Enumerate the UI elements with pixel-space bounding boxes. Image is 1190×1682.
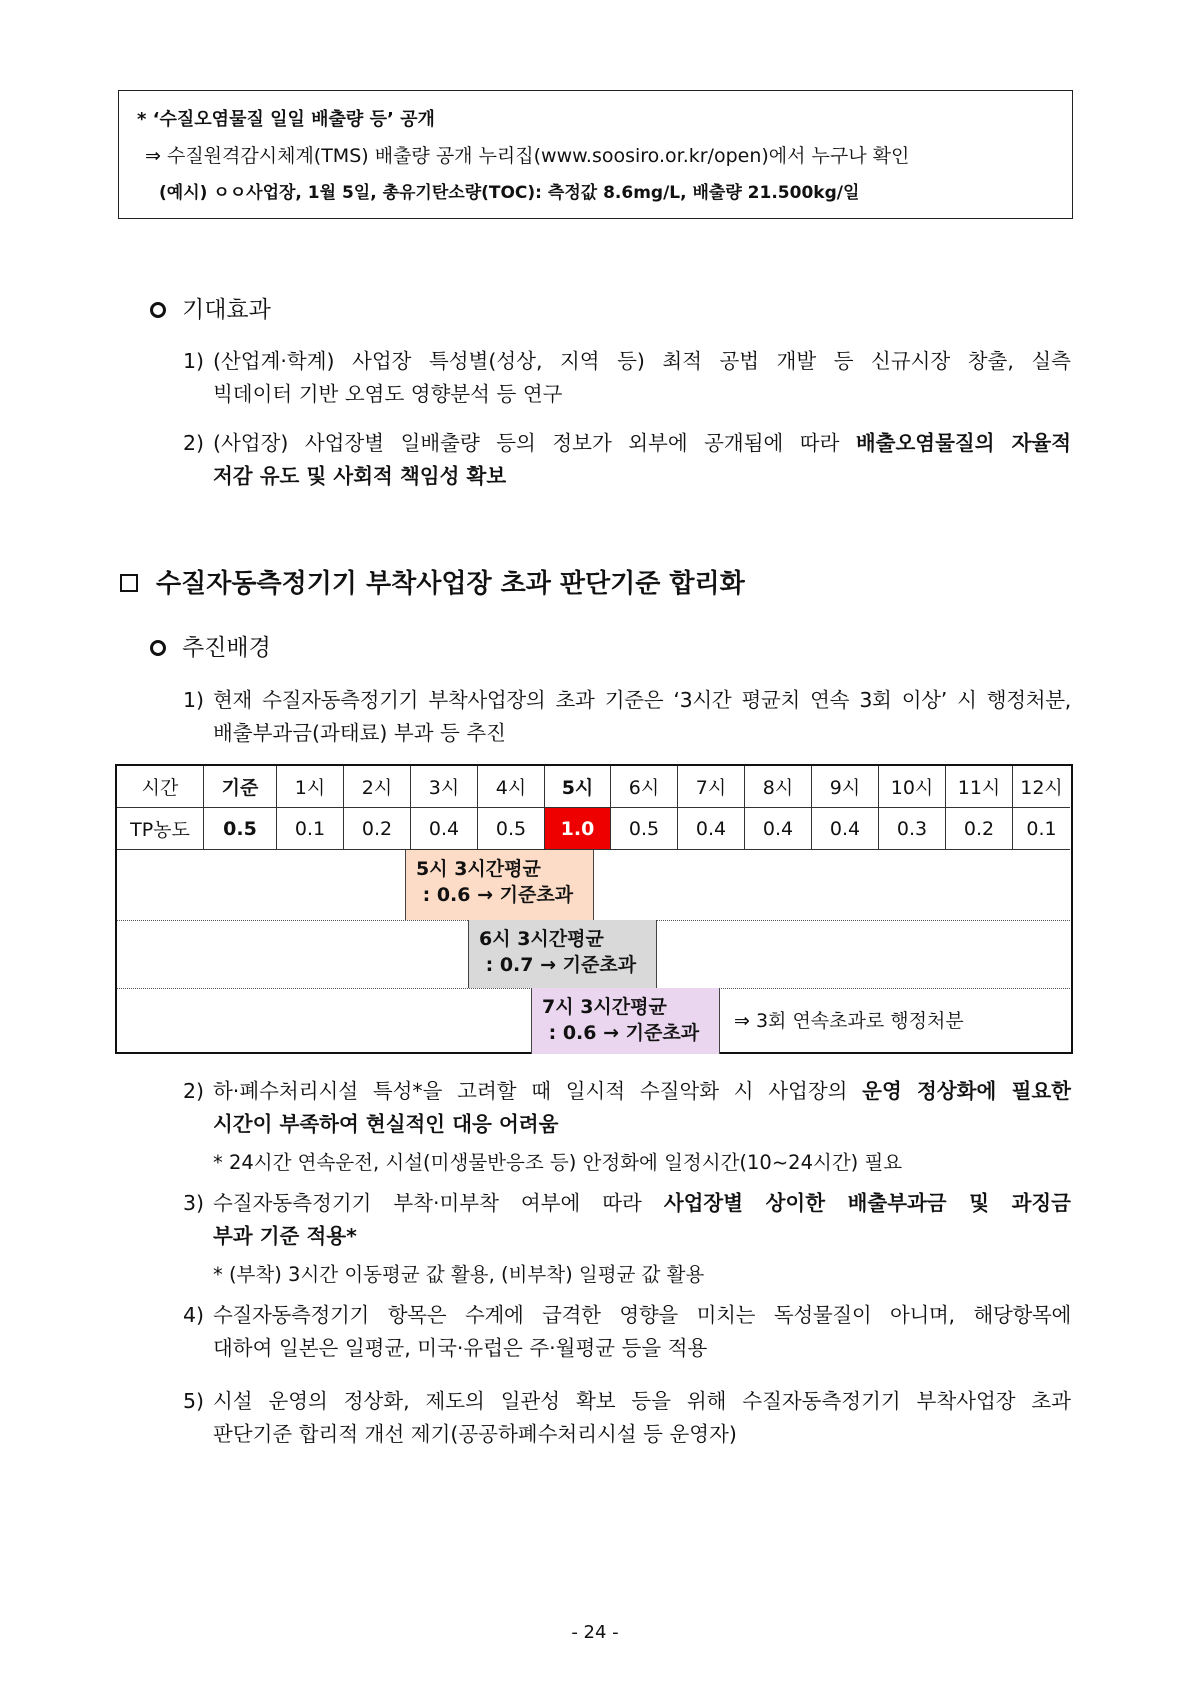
item-number: 3) <box>183 1191 205 1215</box>
item-number: 1) <box>183 349 205 373</box>
background-item-1-line-2: 배출부과금(과태료) 부과 등 추진 <box>213 721 506 745</box>
effects-heading-text: 기대효과 <box>182 297 271 323</box>
table-value-cell: 0.2 <box>946 808 1013 850</box>
avg-box-result: : 0.7 → 기준초과 <box>479 954 637 976</box>
table-header-cell: 9시 <box>812 766 879 808</box>
avg-box-7h <box>531 988 720 1054</box>
table-header-cell: 2시 <box>344 766 411 808</box>
bold-text: 시간이 부족하여 현실적인 대응 어려움 <box>213 1112 559 1136</box>
background-item-4-line-1: 수질자동측정기기 항목은 수계에 급격한 영향을 미치는 독성물질이 아니며, 해당항목에 <box>213 1303 1071 1327</box>
bold-text: 배출오염물질의 자율적 <box>855 431 1071 455</box>
background-item-3 <box>183 1187 1073 1257</box>
avg-box-title: 7시 3시간평균 <box>542 996 667 1018</box>
table-header-cell: 1시 <box>277 766 344 808</box>
notice-title: * ‘수질오염물질 일일 배출량 등’ 공개 <box>137 109 435 130</box>
item-number: 1) <box>183 688 205 712</box>
effects-item-2-line-2 <box>213 460 1071 493</box>
table-header-cell: 3시 <box>411 766 478 808</box>
background-item-3-note: * (부착) 3시간 이동평균 값 활용, (비부착) 일평균 값 활용 <box>213 1263 705 1286</box>
background-item-2 <box>183 1075 1073 1145</box>
table-header-cell: 11시 <box>946 766 1013 808</box>
effects-heading <box>150 291 271 324</box>
bold-text: 저감 유도 및 사회적 책임성 확보 <box>213 464 507 488</box>
item-number: 4) <box>183 1303 205 1327</box>
effects-item-2 <box>183 427 1073 497</box>
table-header-cell: 12시 <box>1013 766 1070 808</box>
square-bullet-icon <box>120 574 138 592</box>
avg-box-title: 6시 3시간평균 <box>479 928 604 950</box>
table-header-cell: 기준 <box>204 766 277 808</box>
section-title <box>120 563 745 600</box>
background-item-3-line-2 <box>213 1220 1071 1253</box>
effects-item-1 <box>183 345 1073 415</box>
notice-line-1: ⇒ 수질원격감시체계(TMS) 배출량 공개 누리집(www.soosiro.or.kr/open)에서 누구나 확인 <box>145 145 910 167</box>
table-value-cell: 0.4 <box>678 808 745 850</box>
circle-bullet-icon <box>150 302 166 318</box>
background-heading-text: 추진배경 <box>182 635 271 661</box>
avg-box-title: 5시 3시간평균 <box>416 858 541 880</box>
section-title-text: 수질자동측정기기 부착사업장 초과 판단기준 합리화 <box>156 569 745 599</box>
background-item-2-line-1 <box>213 1075 1071 1108</box>
item-number: 2) <box>183 1079 205 1103</box>
notice-box <box>118 90 1073 219</box>
background-item-5-line-1: 시설 운영의 정상화, 제도의 일관성 확보 등을 위해 수질자동측정기기 부착사업장 초과 <box>213 1389 1071 1413</box>
table-value-cell: 0.2 <box>344 808 411 850</box>
table-result-note: ⇒ 3회 연속초과로 행정처분 <box>734 1010 964 1032</box>
plain-text: 하·폐수처리시설 특성*을 고려할 때 일시적 수질악화 시 사업장의 <box>213 1079 863 1103</box>
table-value-cell: 0.5 <box>204 808 277 850</box>
background-item-5 <box>183 1385 1073 1455</box>
table-value-cell: TP농도 <box>117 808 204 850</box>
avg-box-5h <box>405 850 594 920</box>
table-header-cell: 7시 <box>678 766 745 808</box>
background-item-4 <box>183 1299 1073 1369</box>
background-item-1 <box>183 684 1073 754</box>
bold-text: 사업장별 상이한 배출부과금 및 과징금 <box>663 1191 1071 1215</box>
bold-text: 부과 기준 적용* <box>213 1224 357 1248</box>
table-header-cell: 5시 <box>545 766 611 808</box>
background-item-4-line-2: 대하여 일본은 일평균, 미국·유럽은 주·월평균 등을 적용 <box>213 1336 708 1360</box>
table-value-cell: 0.4 <box>745 808 812 850</box>
plain-text: (사업장) 사업장별 일배출량 등의 정보가 외부에 공개됨에 따라 <box>213 431 856 455</box>
table-header-cell: 10시 <box>879 766 946 808</box>
plain-text: 수질자동측정기기 부착·미부착 여부에 따라 <box>213 1191 664 1215</box>
page-number: - 24 - <box>571 1622 619 1643</box>
background-heading <box>150 629 271 662</box>
table-value-cell: 0.3 <box>879 808 946 850</box>
notice-example: (예시) ㅇㅇ사업장, 1월 5일, 총유기탄소량(TOC): 측정값 8.6mg/L, 배출량 21.500kg/일 <box>159 183 860 203</box>
table-header-cell: 시간 <box>117 766 204 808</box>
background-item-5-line-2: 판단기준 합리적 개선 제기(공공하폐수처리시설 등 운영자) <box>213 1422 737 1446</box>
table-header-cell: 6시 <box>611 766 678 808</box>
avg-box-result: : 0.6 → 기준초과 <box>416 884 574 906</box>
item-number: 2) <box>183 431 205 455</box>
table-header-cell: 8시 <box>745 766 812 808</box>
effects-item-1-line-2: 빅데이터 기반 오염도 영향분석 등 연구 <box>213 382 563 406</box>
avg-box-result: : 0.6 → 기준초과 <box>542 1022 700 1044</box>
table-value-cell: 0.1 <box>1013 808 1070 850</box>
table-value-cell: 0.5 <box>611 808 678 850</box>
table-value-cell-highlight: 1.0 <box>545 808 611 850</box>
circle-bullet-icon <box>150 640 166 656</box>
table-value-cell: 0.4 <box>812 808 879 850</box>
effects-item-2-line-1 <box>213 427 1071 460</box>
table-value-cell: 0.4 <box>411 808 478 850</box>
effects-item-1-line-1: (산업계·학계) 사업장 특성별(성상, 지역 등) 최적 공법 개발 등 신규시장 창출, 실측 <box>213 349 1071 373</box>
background-item-2-note: * 24시간 연속운전, 시설(미생물반응조 등) 안정화에 일정시간(10~24시간) 필요 <box>213 1151 903 1174</box>
background-item-2-line-2 <box>213 1108 1071 1141</box>
table-value-cell: 0.1 <box>277 808 344 850</box>
table-header-cell: 4시 <box>478 766 545 808</box>
table-value-cell: 0.5 <box>478 808 545 850</box>
item-number: 5) <box>183 1389 205 1413</box>
background-item-3-line-1 <box>213 1187 1071 1220</box>
tp-concentration-table <box>115 764 1073 1054</box>
avg-box-6h <box>468 920 657 988</box>
background-item-1-line-1: 현재 수질자동측정기기 부착사업장의 초과 기준은 ‘3시간 평균치 연속 3회 이상’ 시 행정처분, <box>213 688 1071 712</box>
bold-text: 운영 정상화에 필요한 <box>862 1079 1071 1103</box>
